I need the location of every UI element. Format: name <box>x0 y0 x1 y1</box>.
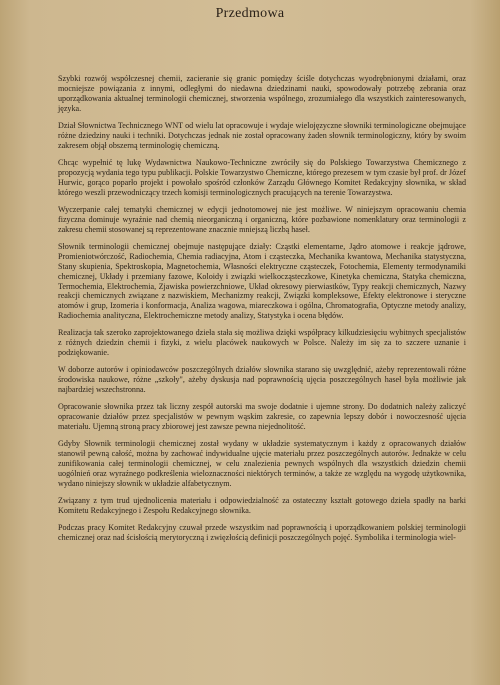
paragraph-2: Dział Słownictwa Technicznego WNT od wielu lat opracowuje i wydaje wielojęzyczne słowniki terminologiczne obejmujące różne dziedziny nauki i techniki. Dotychczas jednak nie został opracowany żaden słownik terminologiczny, który by swoim zakresem objął obszerną terminologię chemiczną. <box>58 120 466 150</box>
paragraph-4: Wyczerpanie całej tematyki chemicznej w edycji jednotomowej nie jest możliwe. W niniejszym opracowaniu chemia fizyczna dominuje wyraźnie nad chemią nieorganiczną i organiczną, które pozbawione nomenklatury oraz terminologii z zakresu chemii stosowanej są reprezentowane znacznie mniejszą liczbą haseł. <box>58 204 466 234</box>
paragraph-8: Opracowanie słownika przez tak liczny zespół autorski ma swoje dodatnie i ujemne strony. Do dodatnich należy zaliczyć opracowanie działów przez specjalistów w pewnym wąskim zakresie, co zapewnia lepszy dobór i nowoczesność ujęcia materiału. Ujemną stroną pracy zbiorowej jest zawsze pewna niejednolitość. <box>58 402 466 432</box>
page-title: Przedmowa <box>215 6 285 21</box>
paragraph-9: Gdyby Słownik terminologii chemicznej został wydany w układzie systematycznym i każdy z opracowanych działów stanowił pewną całość, można by zachować indywidualne ujęcie materiału przez poszczególnych autorów. Jednakże w celu zunifikowania całej terminologii chemicznej, w celu znalezienia pewnych wspólnych dla wszystkich dziedzin chemii uogólnień oraz wyraźnego podkreślenia wieloznaczności niektórych terminów, a także ze względu na wygodę użytkownika, wydano niniejszy słownik w układzie alfabetycznym. <box>58 439 466 489</box>
paragraph-3: Chcąc wypełnić tę lukę Wydawnictwa Naukowo-Techniczne zwróciły się do Polskiego Towarzystwa Chemicznego z propozycją wydania tego typu publikacji. Polskie Towarzystwo Chemiczne, którego prezesem w tym czasie był prof. dr Józef Hurwic, gorąco poparło projekt i powołało spośród członków Zarządu Głównego Komitet Redakcyjny słownika, w skład którego weszli przewodniczący trzech komisji terminologicznych pracujących na terenie Towarzystwa. <box>58 157 466 197</box>
paragraph-5: Słownik terminologii chemicznej obejmuje następujące działy: Cząstki elementarne, Jądro atomowe i reakcje jądrowe, Promieniotwórczość, Radiochemia, Chemia radiacyjna, Atom i cząsteczka, Mechanika kwantowa, Mechanika statystyczna, Stany skupienia, Spektroskopia, Magnetochemia, Własności elektryczne cząsteczek, Fotochemia, Elementy termodynamiki chemicznej, Układy i przemiany fazowe, Koloidy i związki wielkocząsteczkowe, Kinetyka chemiczna, Statyka chemiczna, Termochemia, Elektrochemia, Zjawiska powierzchniowe, Układ okresowy pierwiastków, Typy reakcji chemicznych, Nazwy reakcji chemicznych związane z nazwiskiem, Mechanizmy reakcji, Związki kompleksowe, Efekty elektronowe i steryczne atomów i grup, Izomeria i konformacja, Analiza wagowa, miareczkowa i ogólna, Chromatografia, Optyczne metody analizy, Radiochemia analityczna, Elektrochemiczne metody analizy, Statystyka i ocena błędów. <box>58 241 466 321</box>
paragraph-11: Podczas pracy Komitet Redakcyjny czuwał przede wszystkim nad poprawnością i uporządkowaniem polskiej terminologii chemicznej oraz nad ścisłością merytoryczną i zwięzłością definicji poszczególnych pojęć. Symbolika i terminologia wiel- <box>58 523 466 543</box>
paragraph-7: W doborze autorów i opiniodawców poszczególnych działów słownika starano się uwzględnić, ażeby reprezentowali różne środowiska naukowe, różne „szkoły", ażeby dyskusja nad poprawnością ujęcia poszczególnych haseł była możliwie jak najbardziej wszechstronna. <box>58 365 466 395</box>
paragraph-10: Związany z tym trud ujednolicenia materiału i odpowiedzialność za ostateczny kształt gotowego dzieła spadły na barki Komitetu Redakcyjnego i Zespołu Redakcyjnego słownika. <box>58 496 466 516</box>
preface-body <box>58 74 466 550</box>
paragraph-6: Realizacja tak szeroko zaprojektowanego dzieła stała się możliwa dzięki współpracy kilkudziesięciu wybitnych specjalistów z różnych dziedzin chemii i fizyki, z wielu placówek naukowych w Polsce. Należy im się za to szczere uznanie i podziękowanie. <box>58 328 466 358</box>
paragraph-1: Szybki rozwój współczesnej chemii, zacieranie się granic pomiędzy ściśle dotychczas wyodrębnionymi działami, oraz mocniejsze powiązania z innymi, odległymi do niedawna dziedzinami nauki, spowodowały potrzebę zebrania oraz uporządkowania aktualnej terminologii chemicznej, stworzenia wspólnego, zrozumiałego dla wszystkich zainteresowanych, języka. <box>58 74 466 113</box>
